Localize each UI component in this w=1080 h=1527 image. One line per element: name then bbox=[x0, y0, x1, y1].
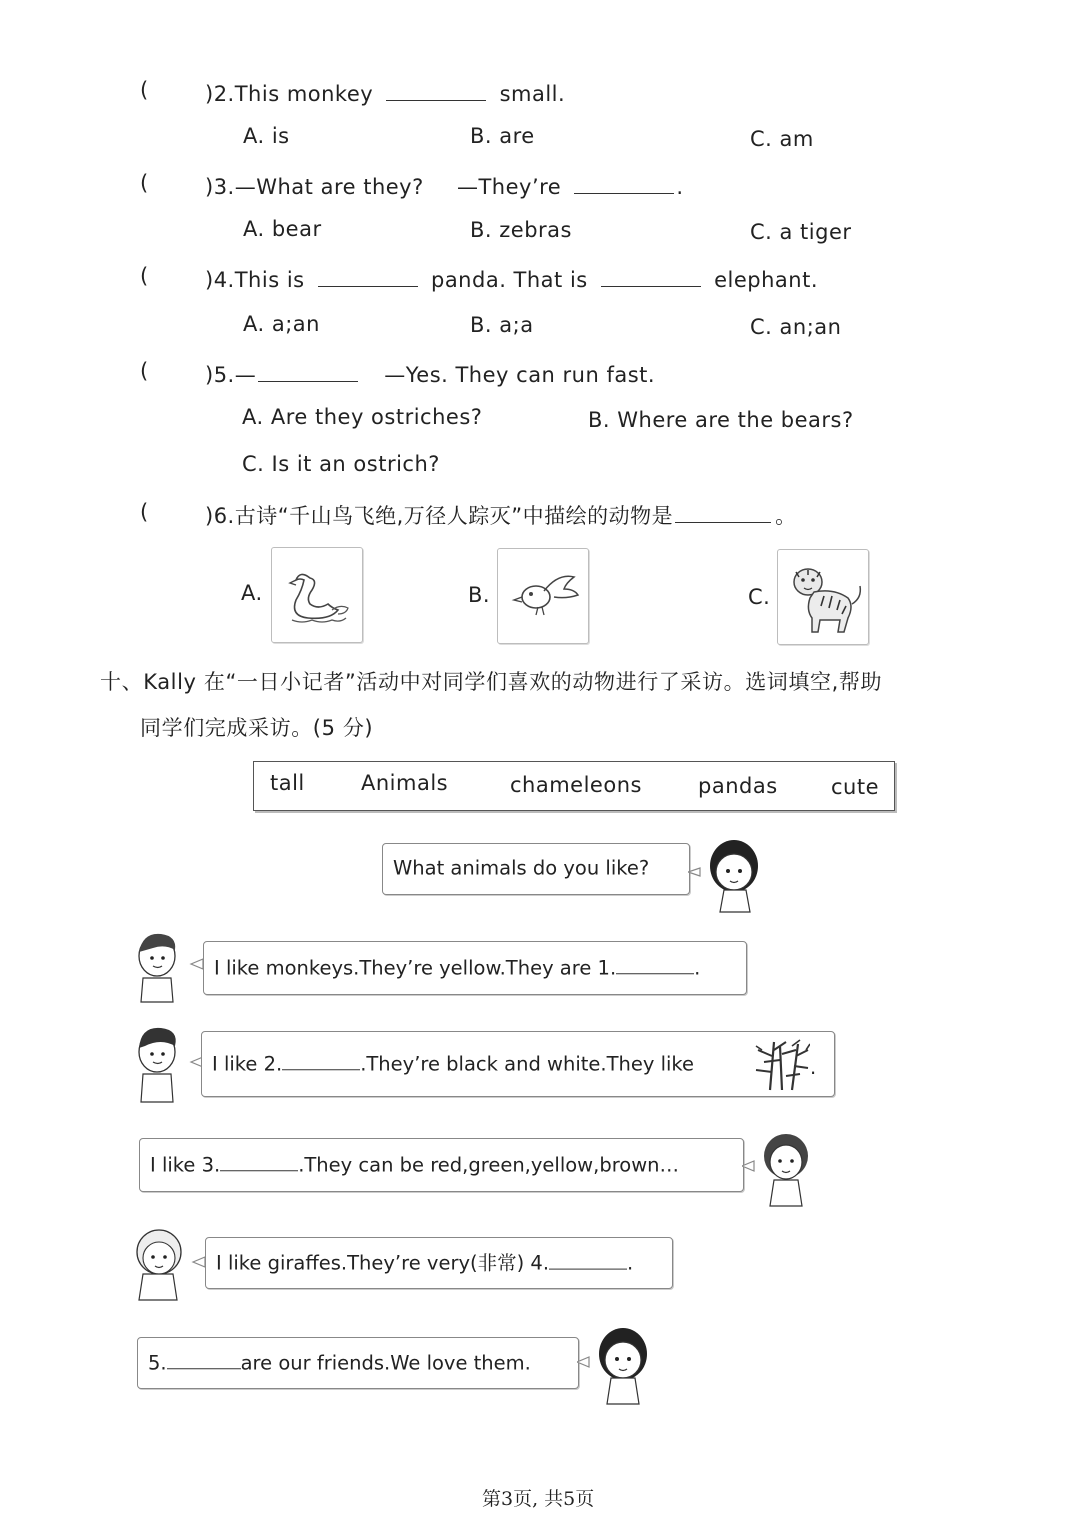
bubble-2-end: . bbox=[810, 1056, 817, 1079]
q6-option-a: A. bbox=[241, 581, 263, 605]
q2-option-b: B. are bbox=[470, 124, 535, 148]
q5-option-c: C. Is it an ostrich? bbox=[242, 452, 440, 476]
q4-text-mid: panda. That is bbox=[430, 268, 588, 292]
blank-2[interactable] bbox=[282, 1050, 360, 1070]
q4-option-a: A. a;an bbox=[243, 312, 320, 336]
q3-paren: ( bbox=[140, 171, 149, 195]
bubble-4-post: . bbox=[627, 1251, 634, 1275]
q4-number: )4. bbox=[205, 268, 235, 292]
q4-text-before: This is bbox=[234, 268, 305, 292]
answer-bubble-1-text bbox=[214, 954, 700, 979]
bubble-1-pre: I like monkeys.They’re yellow.They are 1. bbox=[214, 956, 617, 980]
word-bank-item: chameleons bbox=[510, 773, 642, 797]
q5-text-after: —Yes. They can run fast. bbox=[384, 363, 656, 387]
answer-bubble-2-text bbox=[212, 1050, 694, 1075]
q5-option-a: A. Are they ostriches? bbox=[242, 405, 483, 429]
answer-bubble-4-text bbox=[216, 1248, 633, 1276]
bubble-3-post: .They can be red,green,yellow,brown… bbox=[298, 1153, 680, 1177]
answer-bubble-4 bbox=[205, 1237, 673, 1289]
question-bubble-text: What animals do you like? bbox=[393, 856, 650, 880]
bubble-1-post: . bbox=[694, 956, 701, 980]
q3-option-c: C. a tiger bbox=[750, 220, 852, 244]
question-bubble bbox=[382, 843, 690, 895]
q3-text-before: —What are they? bbox=[234, 175, 424, 199]
tiger-icon bbox=[778, 550, 868, 644]
bubble-4-pre: I like giraffes.They’re very(非常) 4. bbox=[216, 1251, 550, 1275]
q6-stem bbox=[205, 500, 797, 530]
q6-picture-tiger bbox=[777, 549, 869, 645]
q3-number: )3. bbox=[205, 175, 235, 199]
q2-text-before: This monkey bbox=[234, 82, 374, 106]
section-10-heading: 十、Kally 在“一日小记者”活动中对同学们喜欢的动物进行了采访。选词填空,帮助 bbox=[100, 670, 883, 694]
q4-text-after: elephant. bbox=[714, 268, 819, 292]
q3-text-mid: —They’re bbox=[456, 175, 562, 199]
q3-option-b: B. zebras bbox=[470, 218, 572, 242]
blank-1[interactable] bbox=[616, 954, 694, 974]
q3-stem bbox=[205, 171, 684, 199]
section-10-heading-line2: 同学们完成采访。(5 分) bbox=[140, 716, 374, 740]
blank-4[interactable] bbox=[549, 1250, 627, 1270]
q4-blank-2[interactable] bbox=[601, 264, 701, 287]
answer-bubble-1 bbox=[203, 941, 747, 995]
q4-option-c: C. an;an bbox=[750, 315, 842, 339]
bamboo-icon bbox=[752, 1036, 810, 1092]
bubble-5-pre: 5. bbox=[148, 1351, 167, 1375]
word-bank-item: cute bbox=[831, 775, 880, 799]
q6-picture-swan bbox=[271, 547, 363, 643]
q5-paren: ( bbox=[140, 359, 149, 383]
q6-text-after: 。 bbox=[775, 504, 797, 528]
boy-avatar-1 bbox=[133, 930, 205, 1004]
q2-number: )2. bbox=[205, 82, 235, 106]
girl-reporter-avatar-2 bbox=[577, 1326, 653, 1406]
q5-text-before: — bbox=[234, 363, 257, 387]
q4-blank-1[interactable] bbox=[318, 264, 418, 287]
q5-option-b: B. Where are the bears? bbox=[588, 408, 854, 432]
q6-option-c: C. bbox=[748, 585, 771, 609]
blank-3[interactable] bbox=[220, 1151, 298, 1171]
q2-stem bbox=[205, 78, 565, 106]
swan-icon bbox=[272, 548, 362, 642]
q2-text-after: small. bbox=[499, 82, 566, 106]
page-footer: 第3页, 共5页 bbox=[482, 1488, 595, 1510]
q3-text-after: . bbox=[676, 175, 684, 199]
q3-blank[interactable] bbox=[574, 171, 674, 194]
q2-option-c: C. am bbox=[750, 127, 814, 151]
q4-stem bbox=[205, 264, 818, 292]
bubble-5-post: are our friends.We love them. bbox=[240, 1351, 531, 1375]
answer-bubble-5-text bbox=[148, 1349, 531, 1374]
q6-text-before: 古诗“千山鸟飞绝,万径人踪灭”中描绘的动物是 bbox=[234, 504, 674, 528]
blank-5[interactable] bbox=[167, 1349, 241, 1369]
answer-bubble-5 bbox=[137, 1337, 579, 1389]
q6-number: )6. bbox=[205, 504, 235, 528]
q6-picture-bird bbox=[497, 548, 589, 644]
word-bank bbox=[253, 761, 895, 811]
answer-bubble-3-text bbox=[150, 1151, 679, 1176]
q3-option-a: A. bear bbox=[243, 217, 322, 241]
bubble-2-pre: I like 2. bbox=[212, 1052, 283, 1076]
q2-paren: ( bbox=[140, 78, 149, 102]
answer-bubble-2 bbox=[201, 1031, 835, 1097]
word-bank-item: tall bbox=[270, 771, 305, 795]
word-bank-item: Animals bbox=[361, 771, 449, 795]
boy-avatar-2 bbox=[133, 1024, 205, 1104]
bubble-2-post: .They’re black and white.They like bbox=[360, 1052, 695, 1076]
q2-option-a: A. is bbox=[243, 124, 290, 148]
bubble-3-pre: I like 3. bbox=[150, 1153, 221, 1177]
q4-paren: ( bbox=[140, 264, 149, 288]
q2-blank[interactable] bbox=[386, 78, 486, 101]
word-bank-item: pandas bbox=[698, 774, 778, 798]
q6-option-b: B. bbox=[468, 583, 491, 607]
girl-avatar-3 bbox=[742, 1130, 814, 1208]
q5-blank[interactable] bbox=[258, 359, 358, 382]
bird-icon bbox=[498, 549, 588, 643]
girl-avatar-4 bbox=[131, 1226, 207, 1302]
q4-option-b: B. a;a bbox=[470, 313, 534, 337]
q5-stem bbox=[205, 359, 655, 387]
q5-number: )5. bbox=[205, 363, 235, 387]
q6-blank[interactable] bbox=[675, 500, 771, 523]
girl-reporter-avatar bbox=[688, 836, 768, 914]
answer-bubble-3 bbox=[139, 1138, 744, 1192]
q6-paren: ( bbox=[140, 500, 149, 524]
